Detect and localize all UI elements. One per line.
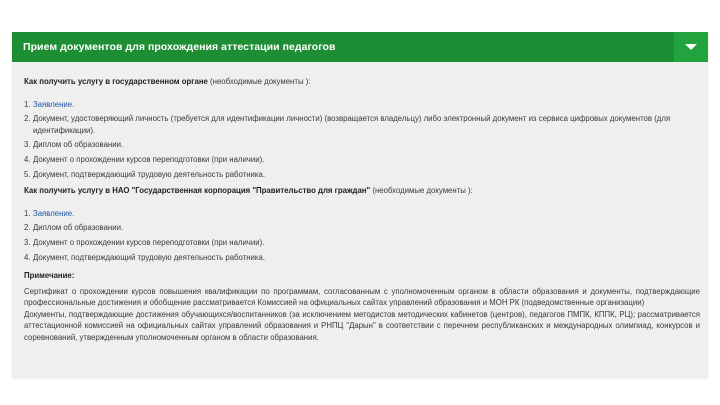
note-paragraph: Документы, подтверждающие достижения обучающихся/воспитанников (за исключением методистов методических кабинетов (центров), педагогов ПМПК, КППК, РЦ); рассматривается аттестационной комиссией на официальных сайтах управлений образования и РНПЦ "Дарын" в соответствии с перечнем республиканских и международных олимпиад, конкурсов и соревнований, утвержденным уполномоченным органом в области образования. [24,309,700,342]
section2-document-list [24,208,700,264]
list-item [24,222,700,234]
list-item-text: Диплом об образовании. [33,223,124,233]
accordion-toggle-button[interactable] [674,32,708,62]
section1-document-list [24,99,700,181]
list-item [24,113,700,136]
list-item-number: 3. [24,140,31,150]
accordion-title[interactable]: Прием документов для прохождения аттестации педагогов [23,41,336,53]
list-item-text: Документ о прохождении курсов переподготовки (при наличии). [33,155,265,165]
list-item[interactable] [24,99,700,111]
application-form-link[interactable]: Заявление. [33,99,75,109]
accordion-header[interactable] [12,32,708,62]
note-paragraph: Сертификат о прохождении курсов повышения квалификации по программам, согласованным с уполномоченным органом в области образования и документы, подтверждающие профессиональные достижения и обобщение рассматривается Комиссией на официальных сайтах управлений образования и МОН РК (подведомственные организации) [24,286,700,308]
list-item [24,139,700,151]
list-item-text: Документ, подтверждающий трудовую деятельность работника. [33,169,265,179]
section2-title: Как получить услугу в НАО "Государственная корпорация "Правительство для граждан" (необходимые документы ): [24,186,473,196]
list-item-number: 3. [24,238,31,248]
chevron-down-icon [685,44,697,50]
list-item-text: Диплом об образовании. [33,140,124,150]
list-item-number: 1. [24,208,31,218]
list-item[interactable] [24,208,700,220]
list-item-text: Документ о прохождении курсов переподготовки (при наличии). [33,238,265,248]
list-item-number: 4. [24,252,31,262]
application-form-link[interactable]: Заявление. [33,208,75,218]
list-item-number: 1. [24,99,31,109]
list-item-text: Документ, подтверждающий трудовую деятельность работника. [33,252,265,262]
list-item [24,237,700,249]
note-title: Примечание: [24,271,75,281]
list-item-number: 2. [24,114,31,124]
list-item [24,169,700,181]
list-item-number: 4. [24,155,31,165]
accordion-content [24,76,700,343]
list-item [24,252,700,264]
section1-title: Как получить услугу в государственном органе (необходимые документы ): [24,77,311,86]
note-block [24,270,700,343]
list-item-text: Документ, удостоверяющий личность (требуется для идентификации личности) (возвращается владельцу) либо электронный документ из сервиса цифровых документов (для идентификации). [33,114,671,135]
list-item-number: 2. [24,223,31,233]
list-item [24,154,700,166]
list-item-number: 5. [24,169,31,179]
accordion-panel [12,32,708,378]
